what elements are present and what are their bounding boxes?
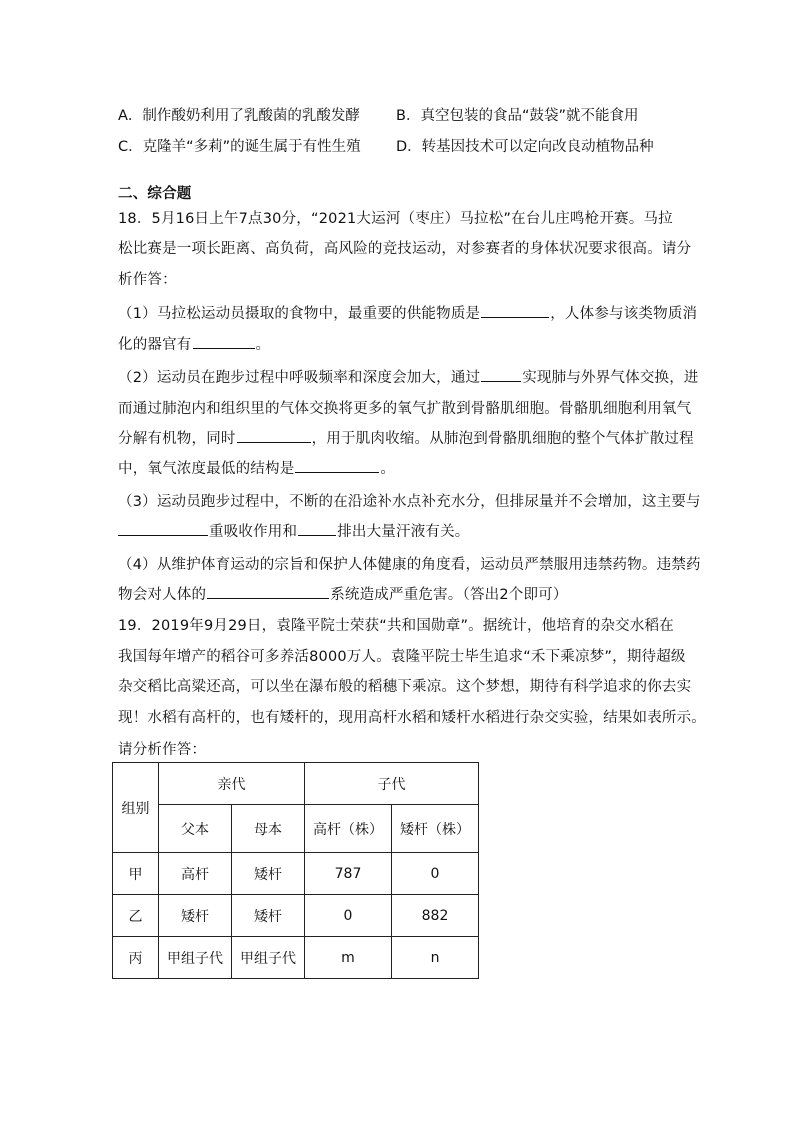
cell-mother: 甲组子代 [232,937,305,979]
section-title: 二、综合题 [118,186,192,202]
answer-blank[interactable] [481,303,549,318]
q18-line-3: 析作答： [118,272,177,288]
cell-short: 0 [392,853,479,895]
q18-p3-text-c: 排出大量汗液有关。 [337,524,470,540]
table-row [113,937,479,979]
answer-blank[interactable] [207,584,329,599]
q18-part-3-line-2 [118,520,470,541]
q18-p4-text-c: 系统造成严重危害。（答出2个即可） [330,587,568,603]
table-row [113,853,479,895]
q18-part-4-line-1: （4）从维护体育运动的宗旨和保护人体健康的角度看，运动员严禁服用违禁药物。违禁药 [118,557,701,573]
q18-part-2-line-3 [118,427,694,448]
q18-part-1-line-1 [118,302,697,323]
cell-tall: m [305,937,392,979]
q18-line-2: 松比赛是一项长距离、高负荷，高风险的竞技运动，对参赛者的身体状况要求很高。请分 [118,241,692,257]
q18-part-2-line-1 [118,366,699,387]
q18-p2-text-f: 中，氧气浓度最低的结构是 [118,461,295,477]
q18-p1-text-c: 化的器官有 [118,337,192,353]
option-c: C．克隆羊“多莉”的诞生属于有性生殖 [118,139,361,155]
cell-short: 882 [392,895,479,937]
answer-blank[interactable] [481,367,521,382]
q18-part-3-line-1: （3）运动员跑步过程中，不断的在沿途补水点补充水分，但排尿量并不会增加，这主要与 [118,494,701,510]
header-father: 父本 [159,805,232,853]
cell-tall: 0 [305,895,392,937]
cell-mother: 矮杆 [232,853,305,895]
answer-blank[interactable] [237,428,311,443]
q18-part-2-line-2: 而通过肺泡内和组织里的气体交换将更多的氧气扩散到骨骼肌细胞。骨骼肌细胞利用氧气 [118,401,692,417]
header-group: 组别 [113,763,159,853]
q18-p4-text-b: 物会对人体的 [118,587,207,603]
q18-p2-text-a: （2）运动员在跑步过程中呼吸频率和深度会加大，通过 [118,370,481,386]
q19-line-5: 请分析作答： [118,742,207,758]
q18-p1-text-d: 。 [255,337,271,353]
q18-p2-text-e: ，用于肌肉收缩。从肺泡到骨骼肌细胞的整个气体扩散过程 [311,431,694,447]
header-mother: 母本 [232,805,305,853]
answer-blank[interactable] [193,334,255,349]
cell-father: 甲组子代 [159,937,232,979]
answer-blank[interactable] [295,458,379,473]
q18-p2-text-d: 分解有机物，同时 [118,431,236,447]
q18-part-2-line-4 [118,457,395,478]
q19-line-4: 现！水稻有高杆的，也有矮杆的，现用高杆水稻和矮杆水稻进行杂交实验，结果如表所示。 [118,710,706,726]
option-d: D．转基因技术可以定向改良动植物品种 [396,139,654,155]
cell-tall: 787 [305,853,392,895]
q18-p3-text-b: 重吸收作用和 [209,524,298,540]
cell-mother: 矮杆 [232,895,305,937]
header-offspring: 子代 [305,763,479,805]
cell-father: 矮杆 [159,895,232,937]
q18-p2-text-b: 实现肺与外界气体交换，进 [522,370,699,386]
option-a: A．制作酸奶利用了乳酸菌的乳酸发酵 [118,108,360,124]
cell-father: 高杆 [159,853,232,895]
q18-p2-text-g: 。 [380,461,396,477]
q19-line-3: 杂交稻比高粱还高，可以坐在瀑布般的稻穗下乘凉。这个梦想，期待有科学追求的你去实 [118,679,692,695]
table-row [113,895,479,937]
header-short: 矮杆（株） [392,805,479,853]
answer-blank[interactable] [298,521,336,536]
cell-short: n [392,937,479,979]
q18-p1-text-a: （1）马拉松运动员摄取的食物中，最重要的供能物质是 [118,306,481,322]
cell-group: 甲 [113,853,159,895]
q18-part-4-line-2 [118,583,568,604]
option-b: B．真空包装的食品“鼓袋”就不能食用 [396,108,639,124]
cell-group: 丙 [113,937,159,979]
q19-line-2: 我国每年增产的稻谷可多养活8000万人。袁隆平院士毕生追求“禾下乘凉梦”，期待超级 [118,649,686,665]
q18-line-1: 18．5月16日上午7点30分，“2021大运河（枣庄）马拉松”在台儿庄鸣枪开赛。马拉 [118,211,673,227]
cell-group: 乙 [113,895,159,937]
cross-results-table [112,762,479,979]
answer-blank[interactable] [118,521,208,536]
q18-p1-text-b: ，人体参与该类物质消 [550,306,698,322]
header-tall: 高杆（株） [305,805,392,853]
q18-part-1-line-2 [118,333,270,354]
q19-line-1: 19．2019年9月29日，袁隆平院士荣获“共和国勋章”。据统计，他培育的杂交水稻在 [118,618,674,634]
header-parents: 亲代 [159,763,305,805]
